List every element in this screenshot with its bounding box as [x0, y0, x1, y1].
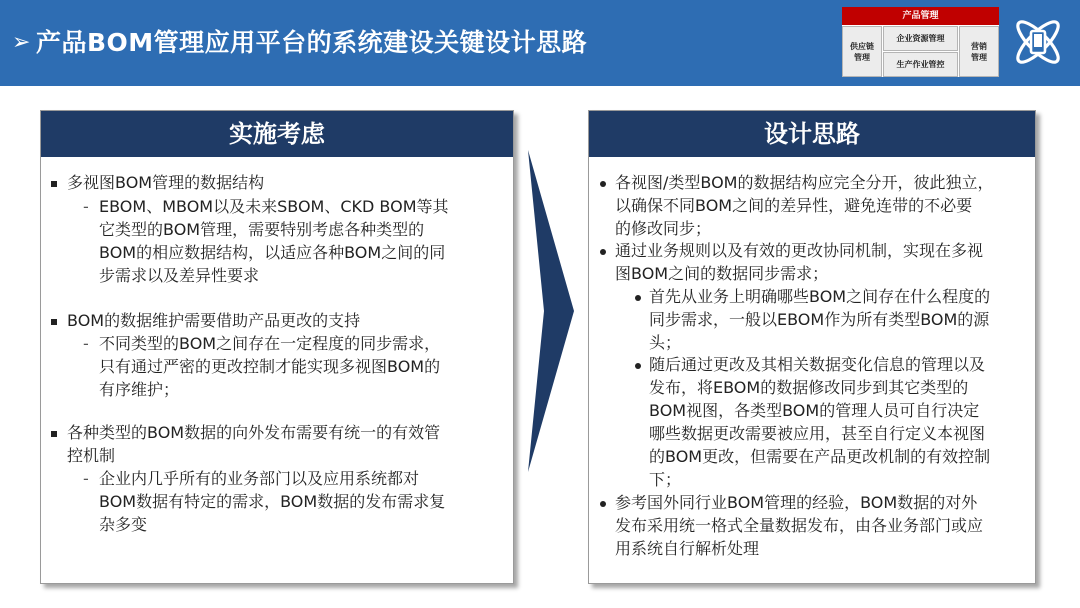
right-subitem-2-line-2: 发布，将EBOM的数据修改同步到其它类型的 — [649, 378, 969, 397]
left-item-3-sub-3: 杂多变 — [99, 515, 148, 534]
diagram-left-label: 供应链管理 — [842, 26, 882, 77]
right-subitem-1-line-2: 同步需求，一般以EBOM作为所有类型BOM的源 — [649, 310, 990, 329]
right-subitem-2-line-6: 下； — [649, 470, 682, 489]
square-bullet-icon — [51, 431, 57, 437]
implementation-panel-title: 实施考虑 — [41, 111, 513, 157]
left-item-2-line-1: BOM的数据维护需要借助产品更改的支持 — [67, 311, 361, 330]
left-item-2-sub-2: 只有通过严密的更改控制才能实现多视图BOM的 — [99, 357, 441, 376]
implementation-panel — [40, 110, 514, 584]
right-item-3-line-1: 参考国外同行业BOM管理的经验，BOM数据的对外 — [615, 493, 978, 512]
left-item-1-line-1: 多视图BOM管理的数据结构 — [67, 173, 265, 192]
page-title: 产品BOM管理应用平台的系统建设关键设计思路 — [36, 28, 588, 57]
enterprise-diagram — [842, 7, 999, 77]
right-subitem-2-line-4: 哪些数据更改需要被应用，甚至自行定义本视图 — [649, 424, 986, 443]
right-item-2-line-1: 通过业务规则以及有效的更改协同机制，实现在多视 — [615, 241, 984, 260]
left-item-1-sub-1: EBOM、MBOM以及未来SBOM、CKD BOM等其 — [99, 197, 449, 216]
left-item-1-sub-4: 步需求以及差异性要求 — [99, 266, 260, 285]
right-item-1-line-1: 各视图/类型BOM的数据结构应完全分开，彼此独立， — [615, 173, 994, 192]
design-panel-body — [589, 157, 1035, 583]
diagram-right-label: 营销管理 — [959, 26, 999, 77]
square-bullet-icon — [51, 319, 57, 325]
design-panel — [588, 110, 1036, 584]
design-panel-title: 设计思路 — [589, 111, 1035, 157]
left-item-2-sub-1: 不同类型的BOM之间存在一定程度的同步需求， — [99, 334, 441, 353]
right-subitem-2-line-3: BOM视图，各类型BOM的管理人员可自行决定 — [649, 401, 980, 420]
left-item-3-line-2: 控机制 — [67, 446, 116, 465]
dash-bullet-icon: - — [83, 469, 89, 488]
right-item-3-line-3: 用系统自行解析处理 — [615, 539, 760, 558]
left-item-3-sub-1: 企业内几乎所有的业务部门以及应用系统都对 — [99, 469, 420, 488]
dot-bullet-icon — [600, 249, 606, 255]
right-item-2-line-2: 图BOM之间的数据同步需求； — [615, 264, 829, 283]
dot-bullet-icon — [635, 295, 641, 301]
arrow-bullet-icon: ➢ — [12, 30, 31, 55]
left-item-2-sub-3: 有序维护； — [99, 380, 180, 399]
square-bullet-icon — [51, 181, 57, 187]
right-item-1-line-3: 的修改同步； — [615, 219, 712, 238]
right-subitem-2-line-5: 的BOM更改，但需要在产品更改机制的有效控制 — [649, 447, 991, 466]
diagram-top-label: 产品管理 — [842, 7, 999, 25]
right-subitem-1-line-1: 首先从业务上明确哪些BOM之间存在什么程度的 — [649, 287, 991, 306]
left-item-3-line-1: 各种类型的BOM数据的向外发布需要有统一的有效管 — [67, 423, 441, 442]
right-subitem-2-line-1: 随后通过更改及其相关数据变化信息的管理以及 — [649, 355, 986, 374]
right-item-1-line-2: 以确保不同BOM之间的差异性，避免连带的不必要 — [615, 196, 973, 215]
left-item-1-sub-2: 它类型的BOM管理，需要特别考虑各种类型的 — [99, 220, 425, 239]
dash-bullet-icon: - — [83, 334, 89, 353]
chevron-right-icon — [528, 150, 574, 472]
left-item-3-sub-2: BOM数据有特定的需求，BOM数据的发布需求复 — [99, 492, 446, 511]
left-item-1-sub-3: BOM的相应数据结构，以适应各种BOM之间的同 — [99, 243, 446, 262]
dot-bullet-icon — [635, 363, 641, 369]
atom-phone-logo-icon — [1008, 12, 1068, 72]
implementation-panel-body — [41, 157, 513, 583]
header-bar — [0, 0, 1080, 86]
diagram-center-top-label: 企业资源管理 — [883, 26, 958, 51]
dot-bullet-icon — [600, 181, 606, 187]
right-subitem-1-line-3: 头； — [649, 333, 682, 352]
dot-bullet-icon — [600, 501, 606, 507]
right-item-3-line-2: 发布采用统一格式全量数据发布，由各业务部门或应 — [615, 516, 984, 535]
dash-bullet-icon: - — [83, 197, 89, 216]
diagram-center-bottom-label: 生产作业管控 — [883, 52, 958, 77]
